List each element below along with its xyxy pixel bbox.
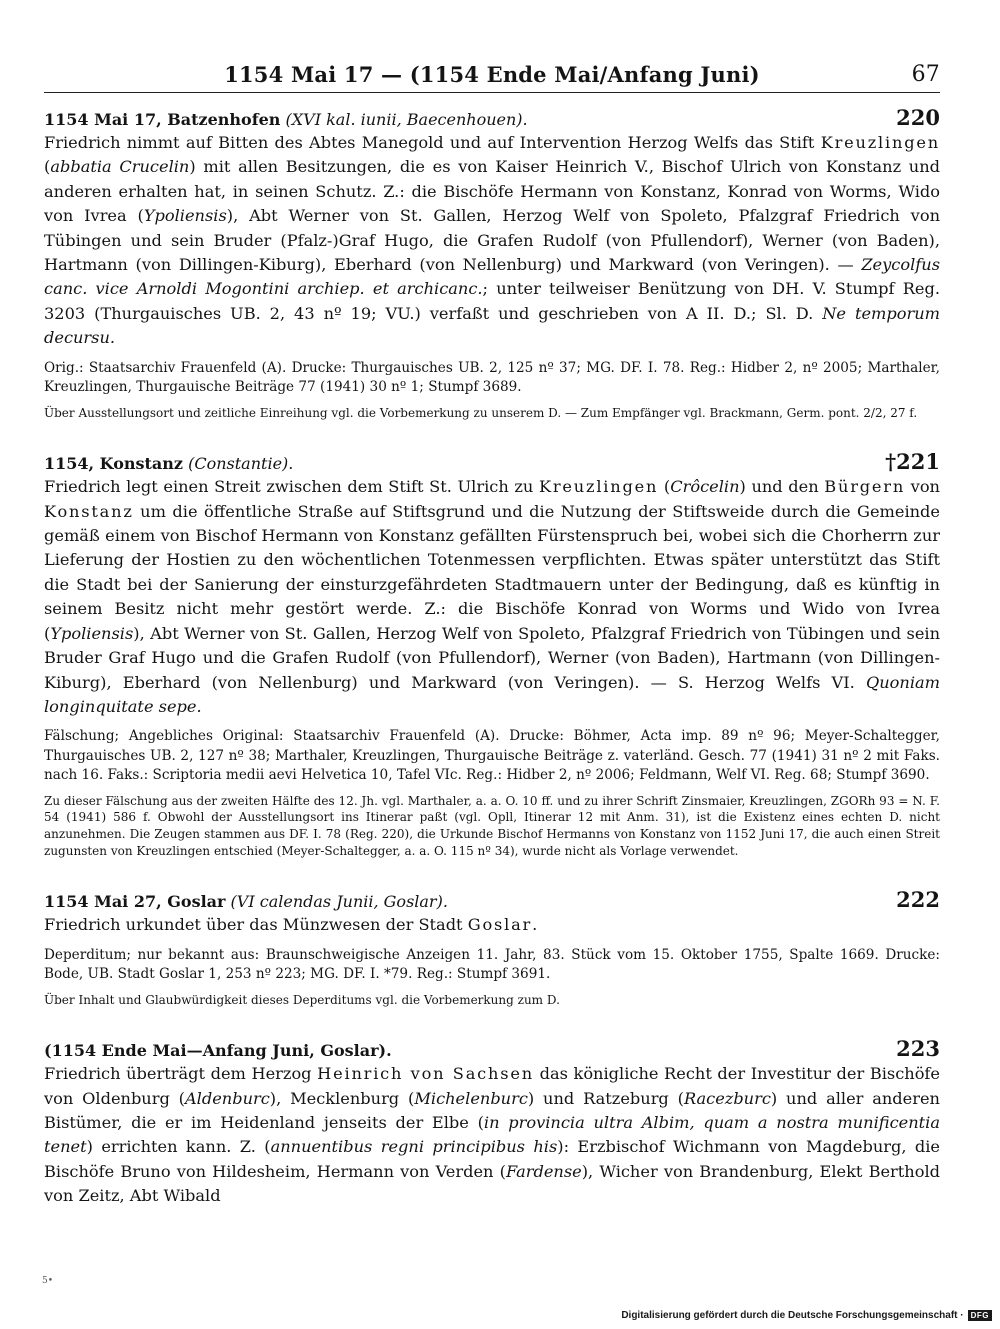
entry-number: †221: [885, 449, 940, 475]
digitization-footer: [621, 1310, 992, 1321]
regest-entry-223: [44, 1038, 940, 1208]
dfg-logo-icon: DFG: [968, 1310, 992, 1321]
entry-sources: Fälschung; Angebliches Original: Staatsarchiv Frauenfeld (A). Drucke: Böhmer, Acta imp. 89 nº 96; Meyer-Schaltegger, Thurgauisches UB. 2, 127 nº 38; Marthaler, Kreuzlingen, Thurgauische Beiträge z. vaterländ. Gesch. 77 (1941) 31 nº 2 mit Faks. nach 16. Faks.: Scriptoria medii aevi Helvetica 10, Tafel VIc. Reg.: Hidber 2, nº 2006; Feldmann, Welf VI. Reg. 68; Stumpf 3690.: [44, 728, 940, 784]
entry-number: 223: [896, 1036, 940, 1062]
entry-note: Über Ausstellungsort und zeitliche Einreihung vgl. die Vorbemerkung zu unserem D. — Zum Empfänger vgl. Brackmann, Germ. pont. 2/2, 27 f.: [44, 405, 918, 420]
running-header-title: 1154 Mai 17 — (1154 Ende Mai/Anfang Juni): [224, 62, 760, 87]
footer-text: Digitalisierung gefördert durch die Deutsche Forschungsgemeinschaft ·: [621, 1310, 964, 1321]
entry-sources: Orig.: Staatsarchiv Frauenfeld (A). Drucke: Thurgauisches UB. 2, 125 nº 37; MG. DF. I. 78. Reg.: Hidber 2, nº 2005; Marthaler, Kreuzlingen, Thurgauische Beiträge 77 (1941) 30 nº 1; Stumpf 3689.: [44, 359, 940, 396]
stray-mark: 5•: [42, 1276, 54, 1286]
running-header: [44, 62, 940, 93]
entry-date-place: (1154 Ende Mai—Anfang Juni, Goslar).: [44, 1041, 392, 1061]
entry-note: Über Inhalt und Glaubwürdigkeit dieses Deperditums vgl. die Vorbemerkung zum D.: [44, 992, 560, 1007]
entry-heading: [44, 451, 940, 475]
entry-number: 220: [896, 105, 940, 130]
entry-heading: [44, 1038, 940, 1062]
entry-summary: Friedrich überträgt dem Herzog Heinrich von Sachsen das königliche Recht der Investitur der Bischöfe von Oldenburg (Aldenburc), Mecklenburg (Michelenburc) und Ratzeburg (Racezburc) und aller anderen Bistümer, die er im Heidenland jenseits der Elbe (in provincia ultra Albim, quam a nostra munificentia tenet) errichten kann. Z. (annuentibus regni principibus his): Erzbischof Wichmann von Magdeburg, die Bischöfe Bruno von Hildesheim, Hermann von Verden (Fardense), Wicher von Brandenburg, Elekt Berthold von Zeitz, Abt Wibald: [44, 1064, 941, 1206]
regest-entry-221: [44, 451, 940, 859]
regest-entry-220: [44, 107, 940, 421]
entry-date-place: 1154, Konstanz (Constantie).: [44, 454, 294, 474]
entry-number: 222: [896, 887, 940, 913]
entry-summary: Friedrich urkundet über das Münzwesen der Stadt Goslar.: [44, 915, 538, 935]
entry-heading: [44, 107, 940, 131]
entry-heading: [44, 889, 940, 913]
entry-date-place: 1154 Mai 17, Batzenhofen (XVI kal. iunii, Baecenhouen).: [44, 110, 528, 129]
entry-date-place: 1154 Mai 27, Goslar (VI calendas Junii, Goslar).: [44, 892, 448, 912]
document-page: [44, 62, 940, 1209]
entry-sources: Deperditum; nur bekannt aus: Braunschweigische Anzeigen 11. Jahr, 83. Stück vom 15. Oktober 1755, Spalte 1669. Drucke: Bode, UB. Stadt Goslar 1, 253 nº 223; MG. DF. I. *79. Reg.: Stumpf 3691.: [44, 946, 940, 983]
entry-note: Zu dieser Fälschung aus der zweiten Hälfte des 12. Jh. vgl. Marthaler, a. a. O. 10 ff. und zu ihrer Schrift Zinsmaier, Kreuzlingen, ZGORh 93 = N. F. 54 (1941) 586 f. Obwohl der Ausstellungsort ins Itinerar paßt (vgl. Opll, Itinerar 12 mit Anm. 31), ist die Existenz eines echten D. nicht anzunehmen. Die Zeugen stammen aus DF. I. 78 (Reg. 220), die Urkunde Bischof Hermanns von Konstanz von 1152 Juni 17, die auch einen Streit zugunsten von Kreuzlingen entschied (Meyer-Schaltegger, a. a. O. 115 nº 34), wurde nicht als Vorlage verwendet.: [44, 793, 940, 858]
entry-summary: Friedrich nimmt auf Bitten des Abtes Manegold und auf Intervention Herzog Welfs das Stift Kreuzlingen (abbatia Crucelin) mit allen Besitzungen, die es von Kaiser Heinrich V., Bischof Ulrich von Konstanz und anderen erhalten hat, in seinen Schutz. Z.: die Bischöfe Hermann von Konstanz, Konrad von Worms, Wido von Ivrea (Ypoliensis), Abt Werner von St. Gallen, Herzog Welf von Spoleto, Pfalzgraf Friedrich von Tübingen und sein Bruder (Pfalz-)Graf Hugo, die Grafen Rudolf (von Pfullendorf), Werner (von Baden), Hartmann (von Dillingen-Kiburg), Eberhard (von Nellenburg) und Markward (von Veringen). — Zeycolfus canc. vice Arnoldi Mogontini archiep. et archicanc.; unter teilweiser Benützung von DH. V. Stumpf Reg. 3203 (Thurgauisches UB. 2, 43 nº 19; VU.) verfaßt und geschrieben von A II. D.; Sl. D. Ne temporum decursu.: [44, 133, 940, 348]
entry-summary: Friedrich legt einen Streit zwischen dem Stift St. Ulrich zu Kreuzlingen (Crôcelin) und den Bürgern von Konstanz um die öffentliche Straße auf Stiftsgrund und die Nutzung der Stiftsweide durch die Gemeinde gemäß einem von Bischof Hermann von Konstanz gefällten Fürstenspruch bei, wobei sich die Chorherrn zur Lieferung der Hostien zu den wöchentlichen Totenmessen verpflichten. Etwas später unterstützt das Stift die Stadt bei der Sanierung der einsturzgefährdeten Stadtmauern unter der Bedingung, daß es künftig in seinem Besitz nicht mehr gestört werde. Z.: die Bischöfe Konrad von Worms und Wido von Ivrea (Ypoliensis), Abt Werner von St. Gallen, Herzog Welf von Spoleto, Pfalzgraf Friedrich von Tübingen und sein Bruder Graf Hugo und die Grafen Rudolf (von Pfullendorf), Werner (von Baden), Hartmann (von Dillingen-Kiburg), Eberhard (von Nellenburg) und Markward (von Veringen). — S. Herzog Welfs VI. Quoniam longinquitate sepe.: [44, 477, 940, 716]
page-number: 67: [911, 62, 940, 87]
regest-entry-222: [44, 889, 940, 1008]
